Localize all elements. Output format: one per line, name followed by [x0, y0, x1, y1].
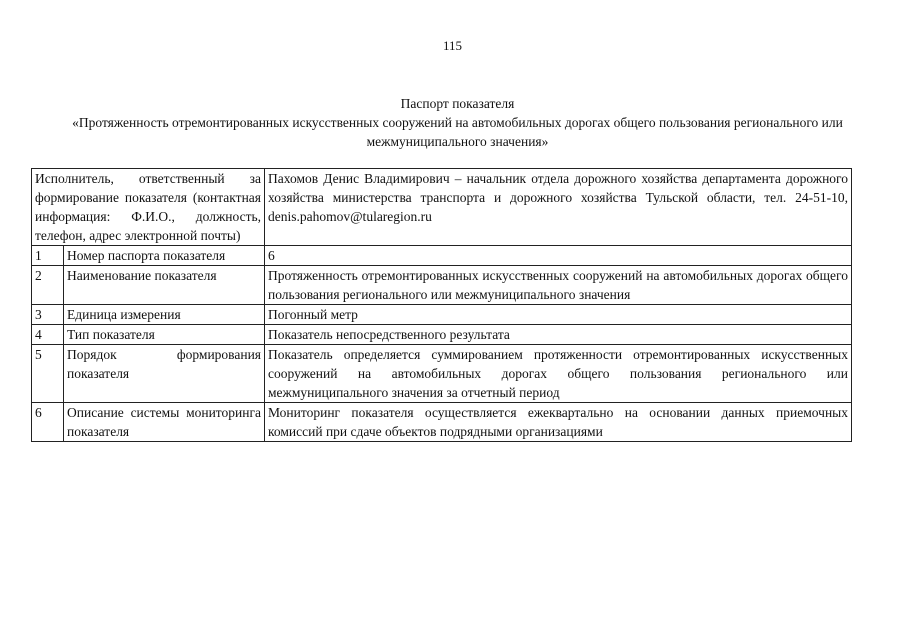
row-number: 3	[32, 305, 64, 325]
row-number: 6	[32, 403, 64, 442]
table-row	[32, 345, 852, 403]
responsible-value-cell: Пахомов Денис Владимирович – начальник отдела дорожного хозяйства департамента дорожного хозяйства министерства транспорта и дорожного хозяйства Тульской области, тел. 24-51-10, denis.pahomov@tularegion.ru	[265, 169, 852, 246]
table-row	[32, 403, 852, 442]
row-value: Мониторинг показателя осуществляется ежеквартально на основании данных приемочных комиссий при сдаче объектов подрядными организациями	[265, 403, 852, 442]
title-indicator-name: «Протяженность отремонтированных искусственных сооружений на автомобильных дорогах общего пользования регионального или межмуниципального значения»	[72, 115, 843, 149]
row-number: 5	[32, 345, 64, 403]
row-label: Номер паспорта показателя	[64, 246, 265, 266]
passport-table	[31, 168, 852, 442]
row-label: Единица измерения	[64, 305, 265, 325]
row-number: 4	[32, 325, 64, 345]
row-label: Описание системы мониторинга показателя	[64, 403, 265, 442]
title-heading: Паспорт показателя	[400, 96, 515, 111]
table-row	[32, 305, 852, 325]
document-title	[30, 94, 885, 151]
table-row-responsible	[32, 169, 852, 246]
row-number: 1	[32, 246, 64, 266]
row-label: Порядок формирования показателя	[64, 345, 265, 403]
row-value: 6	[265, 246, 852, 266]
row-value: Протяженность отремонтированных искусственных сооружений на автомобильных дорогах общего пользования регионального или межмуниципального значения	[265, 266, 852, 305]
row-value: Показатель непосредственного результата	[265, 325, 852, 345]
row-value: Показатель определяется суммированием протяженности отремонтированных искусственных сооружений на автомобильных дорогах общего пользования регионального или межмуниципального значения за отчетный период	[265, 345, 852, 403]
row-value: Погонный метр	[265, 305, 852, 325]
row-label: Наименование показателя	[64, 266, 265, 305]
responsible-label-cell: Исполнитель, ответственный за формирование показателя (контактная информация: Ф.И.О., должность, телефон, адрес электронной почты)	[32, 169, 265, 246]
table-row	[32, 266, 852, 305]
row-number: 2	[32, 266, 64, 305]
row-label: Тип показателя	[64, 325, 265, 345]
table-row	[32, 325, 852, 345]
page-number: 115	[442, 38, 463, 53]
table-row	[32, 246, 852, 266]
